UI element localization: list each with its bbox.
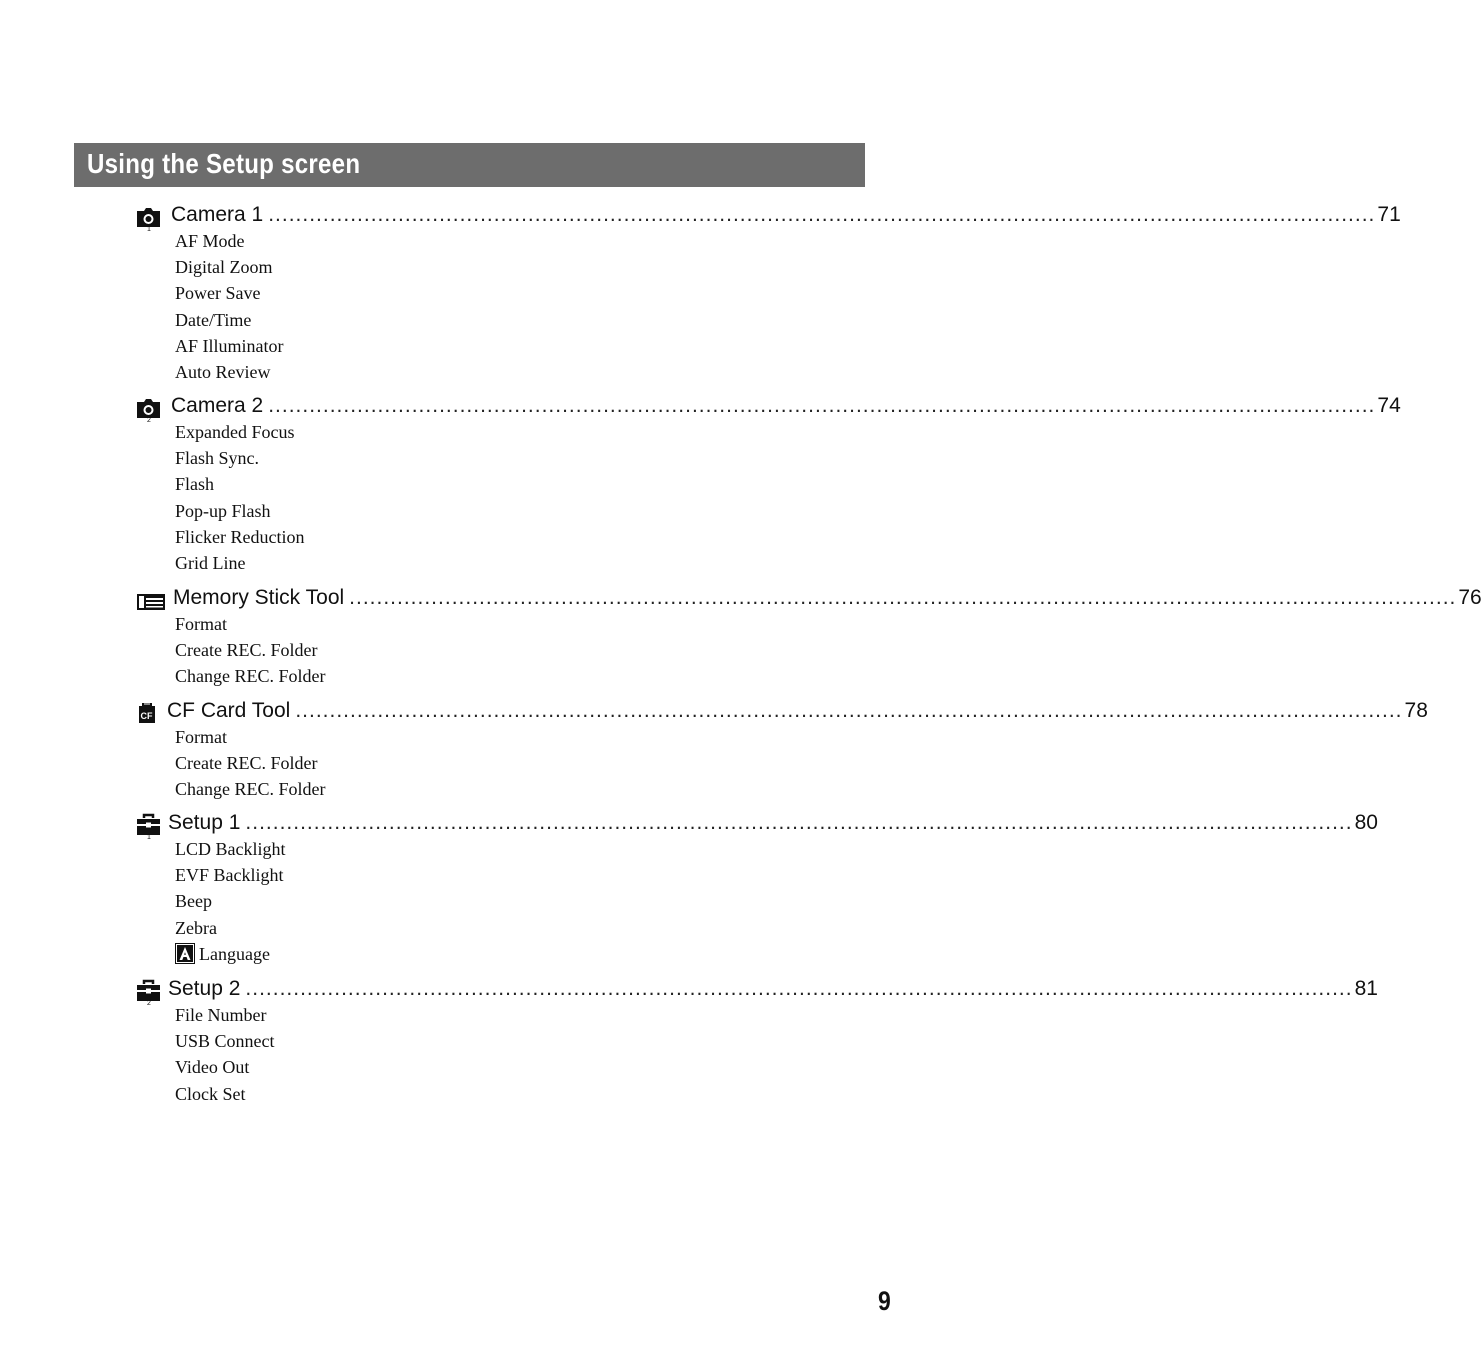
section-title: CF Card Tool <box>167 699 291 722</box>
toolbox-icon <box>136 810 168 841</box>
page-number: 9 <box>878 1286 891 1316</box>
section-page-number: 76 <box>1458 586 1482 609</box>
menu-item: Flash Sync. <box>175 448 260 469</box>
menu-item: LCD Backlight <box>175 839 286 859</box>
menu-item: AF Mode <box>175 231 245 251</box>
section-page-number: 71 <box>1377 203 1401 226</box>
menu-item-language <box>175 941 865 967</box>
camera-icon <box>136 393 171 424</box>
toc-entry-setup-1[interactable] <box>136 810 1378 841</box>
menu-item: Change REC. Folder <box>175 666 326 687</box>
icon-subscript: 1 <box>147 834 151 841</box>
menu-item: Create REC. Folder <box>175 753 318 774</box>
cf-card-icon <box>136 698 167 724</box>
leader-dots: .................................................................................................................................................................. <box>245 977 1353 1000</box>
page-title: Using the Setup screen <box>87 148 361 179</box>
menu-item: USB Connect <box>175 1031 275 1052</box>
leader-dots: .................................................................................................................................................................. <box>268 203 1376 226</box>
menu-item: Flicker Reduction <box>175 526 305 547</box>
section-memory-stick-tool <box>136 585 1482 690</box>
camera-icon <box>136 202 171 233</box>
section-cf-card-tool <box>136 698 1428 803</box>
toc-entry-setup-2[interactable] <box>136 976 1378 1007</box>
menu-item-list <box>136 1002 865 1107</box>
toolbox-icon <box>136 976 168 1007</box>
menu-item: Expanded Focus <box>175 422 295 442</box>
leader-dots: .................................................................................................................................................................. <box>295 699 1403 722</box>
language-icon <box>175 943 195 971</box>
menu-item: Grid Line <box>175 552 246 573</box>
icon-subscript: 1 <box>147 226 151 233</box>
section-page-number: 78 <box>1404 699 1428 722</box>
icon-subscript: 2 <box>147 1000 151 1007</box>
section-title: Camera 2 <box>171 394 264 417</box>
menu-item: AF Illuminator <box>175 335 284 356</box>
toc-entry-camera-1[interactable] <box>136 202 1401 233</box>
menu-item: Auto Review <box>175 361 271 382</box>
section-camera-1 <box>136 202 1401 385</box>
section-setup-2 <box>136 976 1378 1107</box>
menu-item-label: Language <box>199 943 270 964</box>
menu-item: Beep <box>175 891 212 912</box>
menu-item: Digital Zoom <box>175 257 273 278</box>
menu-item: Video Out <box>175 1057 250 1078</box>
section-page-number: 74 <box>1377 394 1401 417</box>
menu-item-list <box>136 228 865 385</box>
leader-dots: .................................................................................................................................................................. <box>268 394 1376 417</box>
menu-item: Pop-up Flash <box>175 500 271 521</box>
section-setup-1 <box>136 810 1378 967</box>
section-banner <box>74 143 865 187</box>
svg-text:CF: CF <box>140 711 153 721</box>
section-page-number: 81 <box>1354 977 1378 1000</box>
menu-item: Format <box>175 614 227 634</box>
menu-item: File Number <box>175 1005 267 1025</box>
section-title: Setup 2 <box>168 977 241 1000</box>
menu-item: Flash <box>175 474 215 495</box>
leader-dots: .................................................................................................................................................................. <box>349 586 1457 609</box>
section-title: Setup 1 <box>168 811 241 834</box>
menu-item: Date/Time <box>175 309 252 330</box>
toc-entry-cf-card-tool[interactable] <box>136 698 1428 724</box>
menu-item-list <box>136 419 865 576</box>
menu-item: Power Save <box>175 283 261 304</box>
toc-entry-memory-stick-tool[interactable] <box>136 585 1482 611</box>
menu-item: Zebra <box>175 917 217 938</box>
menu-item: Clock Set <box>175 1083 246 1104</box>
menu-item-list <box>136 836 865 967</box>
memory-stick-icon <box>136 585 173 611</box>
toc-entry-camera-2[interactable] <box>136 393 1401 424</box>
icon-subscript: 2 <box>147 417 151 424</box>
section-title: Memory Stick Tool <box>173 586 345 609</box>
menu-item: Create REC. Folder <box>175 640 318 661</box>
menu-item: Change REC. Folder <box>175 779 326 800</box>
menu-item-list <box>136 724 865 803</box>
section-title: Camera 1 <box>171 203 264 226</box>
menu-item: Format <box>175 727 227 747</box>
section-page-number: 80 <box>1354 811 1378 834</box>
leader-dots: .................................................................................................................................................................. <box>245 811 1353 834</box>
section-camera-2 <box>136 393 1401 576</box>
menu-item: EVF Backlight <box>175 865 284 886</box>
menu-item-list <box>136 611 865 690</box>
